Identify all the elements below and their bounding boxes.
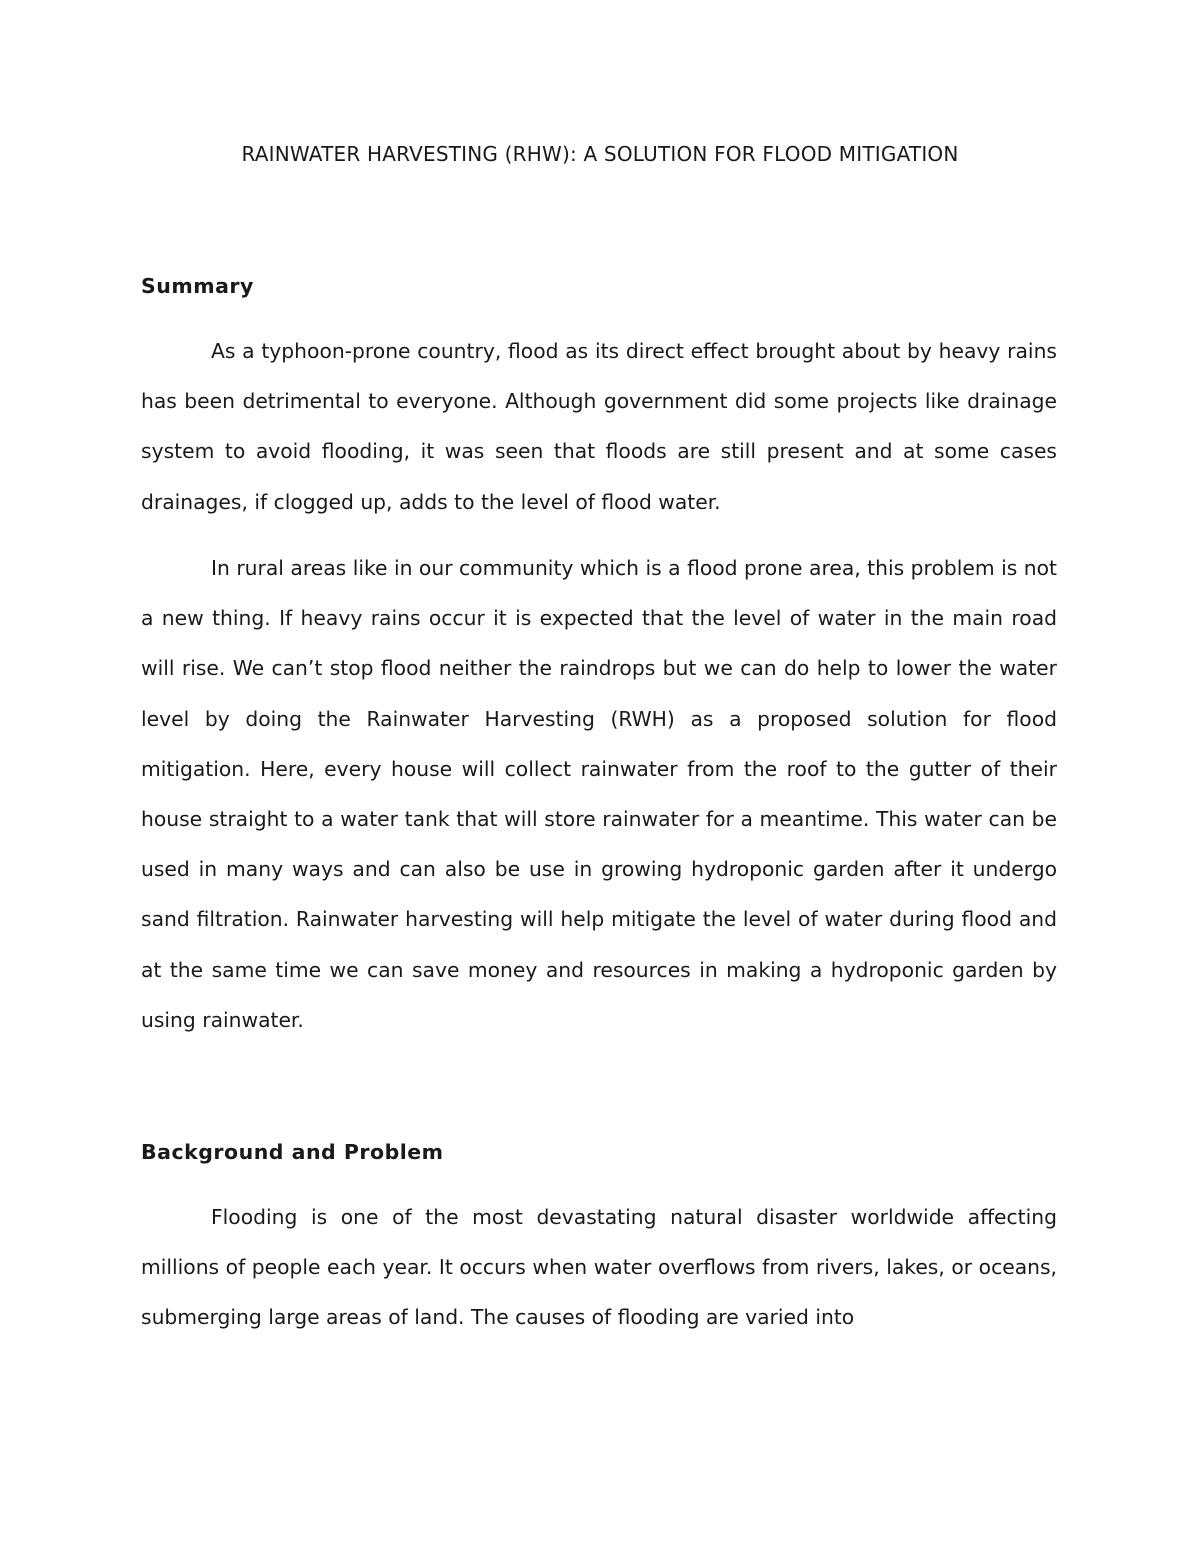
document-title: RAINWATER HARVESTING (RHW): A SOLUTION FOR FLOOD MITIGATION <box>241 142 959 166</box>
background-paragraph: Flooding is one of the most devastating natural disaster worldwide affecting millions of people each year. It occurs when water overflows from rivers, lakes, or oceans, submerging large areas of land. The causes of flooding are varied into <box>141 1205 1057 1330</box>
section-heading-summary: Summary <box>141 274 254 298</box>
section-heading-background: Background and Problem <box>141 1140 444 1164</box>
summary-paragraph: In rural areas like in our community which is a flood prone area, this problem is not a new thing. If heavy rains occur it is expected that the level of water in the main road will rise. We can’t stop flood neither the raindrops but we can do help to lower the water level by doing the Rainwater Harvesting (RWH) as a proposed solution for flood mitigation. Here, every house will collect rainwater from the roof to the gutter of their house straight to a water tank that will store rainwater for a meantime. This water can be used in many ways and can also be use in growing hydroponic garden after it undergo sand filtration. Rainwater harvesting will help mitigate the level of water during flood and at the same time we can save money and resources in making a hydroponic garden by using rainwater. <box>141 556 1057 1032</box>
summary-paragraph: As a typhoon-prone country, flood as its direct effect brought about by heavy rains has been detrimental to everyone. Although government did some projects like drainage system to avoid flooding, it was seen that floods are still present and at some cases drainages, if clogged up, adds to the level of flood water. <box>141 339 1057 514</box>
